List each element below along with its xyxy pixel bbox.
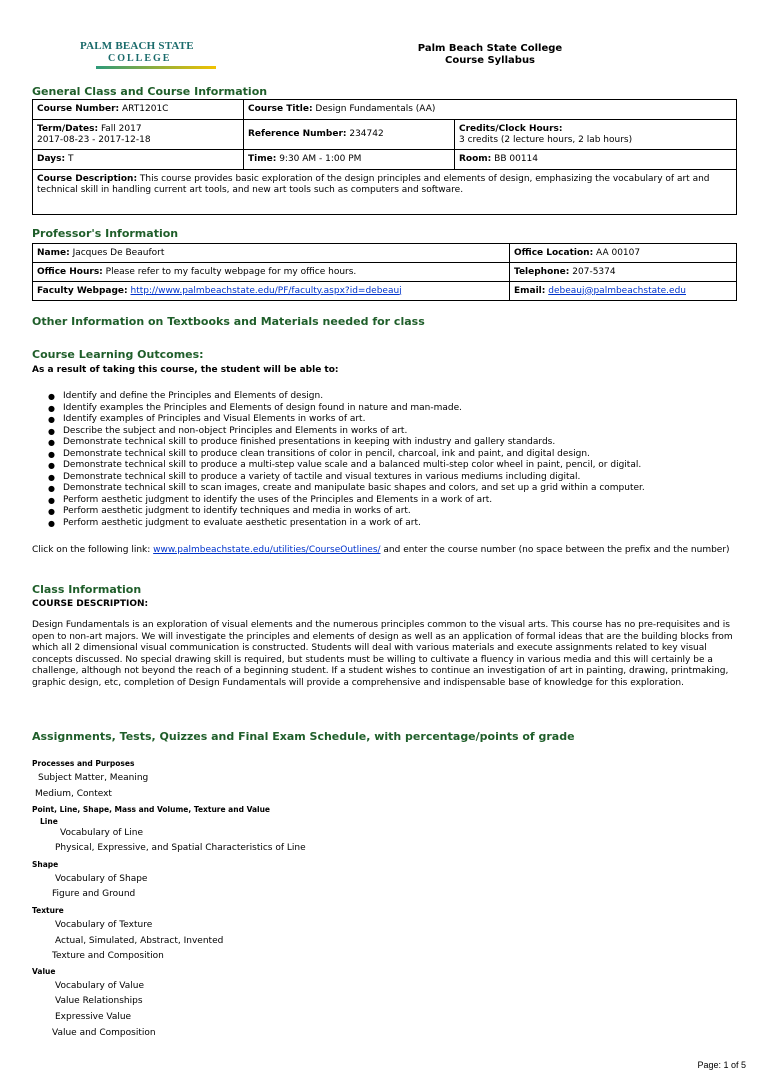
office-hours-cell: Office Hours: Please refer to my faculty webpage for my office hours.	[33, 263, 510, 282]
value-heading: Value	[32, 967, 56, 976]
page-number: Page: 1 of 5	[697, 1060, 746, 1070]
elements-heading: Point, Line, Shape, Mass and Volume, Texture and Value	[32, 805, 271, 814]
other-info-heading: Other Information on Textbooks and Materials needed for class	[32, 315, 425, 328]
college-name: Palm Beach State College	[417, 43, 563, 54]
topic-value-comp: Value and Composition	[52, 1028, 156, 1038]
topic-value-expr: Expressive Value	[55, 1012, 132, 1022]
general-heading: General Class and Course Information	[32, 85, 268, 98]
email-cell: Email: debeauj@palmbeachstate.edu	[510, 282, 737, 301]
course-outlines-note: Click on the following link: www.palmbeachstate.edu/utilities/CourseOutlines/ and enter the course number (no space between the prefix and the number)	[32, 545, 730, 555]
logo-line2: COLLEGE	[108, 53, 172, 64]
credits-cell: Credits/Clock Hours: 3 credits (2 lecture hours, 2 lab hours)	[455, 120, 737, 150]
reference-cell: Reference Number: 234742	[244, 120, 455, 150]
outcome-item: ● Perform aesthetic judgment to evaluate aesthetic presentation in a work of art.	[46, 518, 645, 530]
professor-heading: Professor's Information	[32, 227, 179, 240]
assignments-heading: Assignments, Tests, Quizzes and Final Exam Schedule, with percentage/points of grade	[32, 730, 575, 743]
college-logo	[38, 38, 218, 70]
outcome-item: ● Perform aesthetic judgment to identify the uses of the Principles and Elements in a work of art.	[46, 495, 645, 507]
topic-texture-vocab: Vocabulary of Texture	[55, 920, 153, 930]
outcome-item: ● Describe the subject and non-object Principles and Elements in works of art.	[46, 426, 645, 438]
class-info-heading: Class Information	[32, 583, 142, 596]
term-dates: 2017-08-23 - 2017-12-18	[37, 134, 151, 145]
document-title: Course Syllabus	[444, 55, 536, 66]
general-info-table	[32, 99, 737, 215]
outcome-item: ● Identify and define the Principles and Elements of design.	[46, 391, 645, 403]
topic-line-vocab: Vocabulary of Line	[60, 828, 144, 838]
outcome-item: ● Demonstrate technical skill to scan images, create and manipulate basic shapes and colors, and set up a grid within a computer.	[46, 483, 645, 495]
outcome-item: ● Identify examples the Principles and Elements of design found in nature and man-made.	[46, 403, 645, 415]
course-outlines-link[interactable]: www.palmbeachstate.edu/utilities/CourseOutlines/	[153, 545, 381, 555]
topic-texture-comp: Texture and Composition	[52, 951, 164, 961]
topic-texture-kinds: Actual, Simulated, Abstract, Invented	[55, 936, 224, 946]
professor-name-cell: Name: Jacques De Beaufort	[33, 244, 510, 263]
course-description-subheading: COURSE DESCRIPTION:	[32, 599, 149, 609]
topic-subject-matter: Subject Matter, Meaning	[38, 773, 149, 783]
logo-line1: PALM BEACH STATE	[80, 40, 194, 52]
course-description-cell: Course Description: This course provides basic exploration of the design principles and elements of design, emphasizing the vocabulary of art and technical skill in handling current art tools, and new art tools such as computers and software.	[33, 170, 737, 215]
topic-value-rel: Value Relationships	[55, 996, 143, 1006]
course-number: ART1201C	[122, 104, 169, 114]
topic-figure-ground: Figure and Ground	[52, 889, 136, 899]
course-title: Design Fundamentals (AA)	[315, 104, 436, 114]
topic-medium: Medium, Context	[35, 789, 112, 799]
outcome-item: ● Demonstrate technical skill to produce a variety of tactile and visual textures in various mediums including digital.	[46, 472, 645, 484]
topic-line-chars: Physical, Expressive, and Spatial Characteristics of Line	[55, 843, 306, 853]
days-cell: Days: T	[33, 150, 244, 170]
topic-shape-vocab: Vocabulary of Shape	[55, 874, 148, 884]
term-cell: Term/Dates: Fall 2017 2017-08-23 - 2017-12-18	[33, 120, 244, 150]
time-cell: Time: 9:30 AM - 1:00 PM	[244, 150, 455, 170]
course-number-cell: Course Number: ART1201C	[33, 100, 244, 120]
outcomes-list	[46, 391, 645, 529]
office-location-cell: Office Location: AA 00107	[510, 244, 737, 263]
logo-bar	[96, 66, 216, 69]
class-description-paragraph: Design Fundamentals is an exploration of visual elements and the numerous principles common to the visual arts. This course has no pre-requisites and is open to non-art majors. We will investigate the principles and elements of design as well as an application of formal ideas that are the building blocks from which all 2 dimensional visual communication is constructed. Students will deal with various materials and execute assignments related to key visual concepts discussed. No special drawing skill is required, but students must be willing to cultivate a fluency in various media and this will certainly be a challenge, although not beyond the reach of a beginning student. If a student wishes to continue an investigation of art in painting, drawing, printmaking, graphic design, etc, completion of Design Fundamentals will provide a comprehensive and indispensable base of knowledge for this exploration.	[32, 620, 733, 688]
professor-table	[32, 243, 737, 301]
outcomes-heading: Course Learning Outcomes:	[32, 348, 204, 361]
document-header	[360, 43, 620, 67]
line-heading: Line	[40, 817, 58, 826]
faculty-webpage-link[interactable]: http://www.palmbeachstate.edu/PF/faculty.aspx?id=debeauj	[130, 285, 402, 296]
outcome-item: ● Perform aesthetic judgment to identify techniques and media in works of art.	[46, 506, 645, 518]
outcome-item: ● Identify examples of Principles and Visual Elements in works of art.	[46, 414, 645, 426]
course-description: This course provides basic exploration of the design principles and elements of design, emphasizing the vocabulary of art and technical skill in handling current art tools, and new art tools such as computers and software.	[37, 174, 710, 195]
email-link[interactable]: debeauj@palmbeachstate.edu	[548, 285, 686, 296]
course-title-cell: Course Title: Design Fundamentals (AA)	[244, 100, 737, 120]
faculty-webpage-cell: Faculty Webpage: http://www.palmbeachstate.edu/PF/faculty.aspx?id=debeauj	[33, 282, 510, 301]
topic-value-vocab: Vocabulary of Value	[55, 981, 144, 991]
processes-heading: Processes and Purposes	[32, 759, 135, 768]
outcome-item: ● Demonstrate technical skill to produce a multi-step value scale and a balanced multi-step color wheel in paint, pencil, or digital.	[46, 460, 645, 472]
outcomes-intro: As a result of taking this course, the student will be able to:	[32, 365, 339, 375]
outcome-item: ● Demonstrate technical skill to produce finished presentations in keeping with industry and gallery standards.	[46, 437, 645, 449]
outcome-item: ● Demonstrate technical skill to produce clean transitions of color in pencil, charcoal, ink and paint, and digital design.	[46, 449, 645, 461]
room-cell: Room: BB 00114	[455, 150, 737, 170]
shape-heading: Shape	[32, 860, 59, 869]
texture-heading: Texture	[32, 906, 64, 915]
telephone-cell: Telephone: 207-5374	[510, 263, 737, 282]
